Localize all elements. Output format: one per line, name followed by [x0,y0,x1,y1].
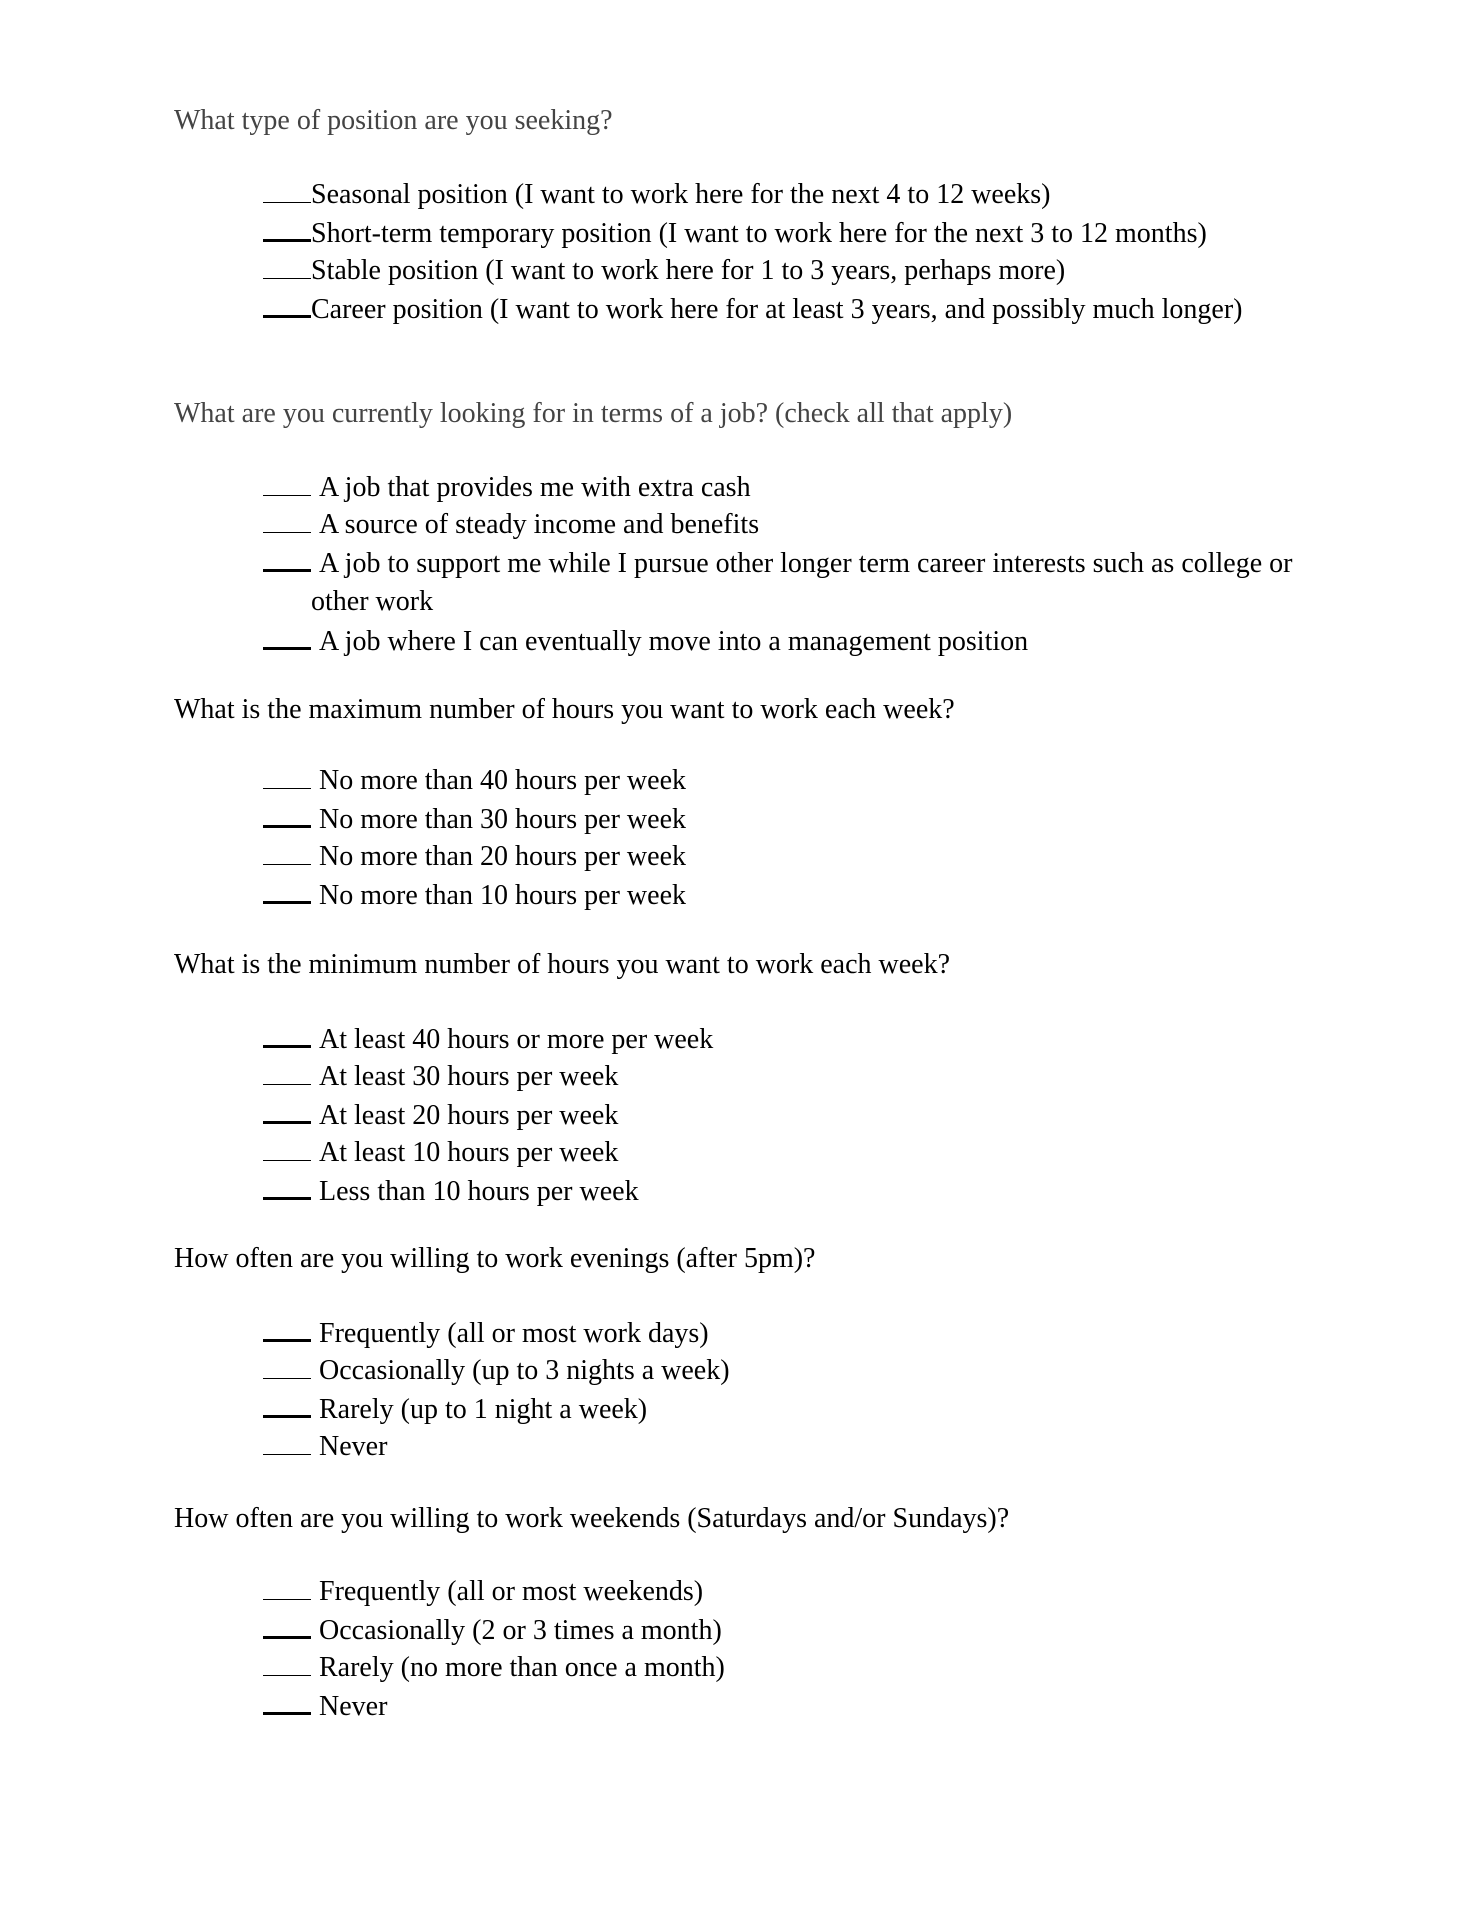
option-extra-cash[interactable]: A job that provides me with extra cash [263,469,1313,506]
checkbox-blank[interactable] [263,799,311,828]
option-min-10[interactable]: At least 10 hours per week [263,1134,1313,1171]
question-job-goals: What are you currently looking for in terms of a job? (check all that apply) [174,398,1013,429]
option-weekends-rarely[interactable]: Rarely (no more than once a month) [263,1649,1313,1686]
checkbox-blank[interactable] [263,1573,311,1600]
options-evenings [263,1313,1313,1465]
checkbox-blank[interactable] [263,1313,311,1342]
question-evenings: How often are you willing to work evenings (after 5pm)? [174,1243,816,1274]
options-min-hours [263,1019,1313,1210]
checkbox-blank[interactable] [263,1019,311,1048]
checkbox-blank[interactable] [263,838,311,865]
checkbox-blank[interactable] [263,176,311,203]
option-evenings-occasionally[interactable]: Occasionally (up to 3 nights a week) [263,1352,1313,1389]
option-short-term[interactable]: Short-term temporary position (I want to work here for the next 3 to 12 months) [263,213,1313,252]
option-max-40[interactable]: No more than 40 hours per week [263,762,1313,799]
checkbox-blank[interactable] [263,1134,311,1161]
checkbox-blank[interactable] [263,1171,311,1200]
option-evenings-rarely[interactable]: Rarely (up to 1 night a week) [263,1389,1313,1428]
checkbox-blank[interactable] [263,1610,311,1639]
checkbox-blank[interactable] [263,506,311,533]
checkbox-blank[interactable] [263,1058,311,1085]
option-max-20[interactable]: No more than 20 hours per week [263,838,1313,875]
option-support-career[interactable]: A job to support me while I pursue other longer term career interests such as college or other work [263,543,1313,621]
checkbox-blank[interactable] [263,1389,311,1418]
question-position-type: What type of position are you seeking? [174,105,613,136]
option-weekends-never[interactable]: Never [263,1686,1313,1725]
option-steady-income[interactable]: A source of steady income and benefits [263,506,1313,543]
option-max-30[interactable]: No more than 30 hours per week [263,799,1313,838]
options-max-hours [263,762,1313,914]
options-job-goals [263,469,1313,660]
checkbox-blank[interactable] [263,1095,311,1124]
checkbox-blank[interactable] [263,469,311,496]
checkbox-blank[interactable] [263,1428,311,1455]
checkbox-blank[interactable] [263,289,311,318]
option-seasonal[interactable]: Seasonal position (I want to work here for the next 4 to 12 weeks) [263,176,1313,213]
option-min-less-10[interactable]: Less than 10 hours per week [263,1171,1313,1210]
options-weekends [263,1573,1313,1725]
option-max-10[interactable]: No more than 10 hours per week [263,875,1313,914]
option-min-30[interactable]: At least 30 hours per week [263,1058,1313,1095]
option-management[interactable]: A job where I can eventually move into a management position [263,621,1313,660]
checkbox-blank[interactable] [263,1352,311,1379]
checkbox-blank[interactable] [263,252,311,279]
checkbox-blank[interactable] [263,213,311,242]
option-min-40[interactable]: At least 40 hours or more per week [263,1019,1313,1058]
checkbox-blank[interactable] [263,543,311,572]
question-weekends: How often are you willing to work weekends (Saturdays and/or Sundays)? [174,1503,1010,1534]
option-evenings-never[interactable]: Never [263,1428,1313,1465]
checkbox-blank[interactable] [263,875,311,904]
question-max-hours: What is the maximum number of hours you want to work each week? [174,694,955,725]
options-position-type [263,176,1313,328]
checkbox-blank[interactable] [263,1649,311,1676]
option-min-20[interactable]: At least 20 hours per week [263,1095,1313,1134]
checkbox-blank[interactable] [263,621,311,650]
option-career[interactable]: Career position (I want to work here for at least 3 years, and possibly much longer) [263,289,1313,328]
question-min-hours: What is the minimum number of hours you want to work each week? [174,949,951,980]
checkbox-blank[interactable] [263,762,311,789]
option-weekends-frequently[interactable]: Frequently (all or most weekends) [263,1573,1313,1610]
option-evenings-frequently[interactable]: Frequently (all or most work days) [263,1313,1313,1352]
option-stable[interactable]: Stable position (I want to work here for 1 to 3 years, perhaps more) [263,252,1313,289]
checkbox-blank[interactable] [263,1686,311,1715]
option-weekends-occasionally[interactable]: Occasionally (2 or 3 times a month) [263,1610,1313,1649]
